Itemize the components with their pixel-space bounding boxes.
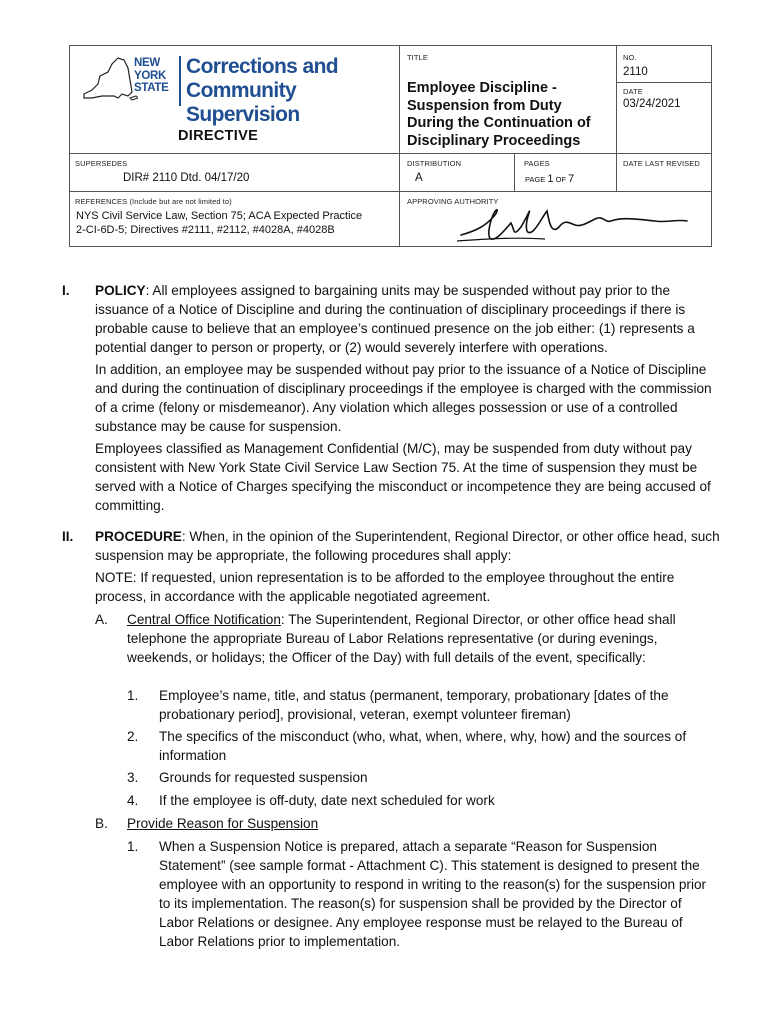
section-numeral-procedure: II.: [62, 529, 74, 544]
references-label: REFERENCES (Include but are not limited to): [75, 197, 232, 206]
divider-vertical-no: [616, 46, 617, 191]
approving-authority-label: APPROVING AUTHORITY: [407, 197, 499, 206]
page-count: PAGE 1 OF 7: [525, 173, 575, 185]
title-label: TITLE: [407, 53, 428, 62]
section-numeral-policy: I.: [62, 283, 70, 298]
a-item-3-number: 3.: [127, 770, 139, 785]
distribution-label: DISTRIBUTION: [407, 159, 462, 168]
a-item-4-number: 4.: [127, 793, 139, 808]
procedure-heading: PROCEDURE: [95, 529, 182, 544]
a-item-2: The specifics of the misconduct (who, what, when, where, why, how) and the sources of information: [159, 729, 687, 763]
date-last-revised-label: DATE LAST REVISED: [623, 159, 700, 168]
policy-section: [95, 281, 720, 515]
divider-horizontal-1: [70, 153, 711, 154]
directive-header-table: [69, 45, 712, 247]
subsection-b-heading: Provide Reason for Suspension: [127, 816, 319, 831]
supersedes-label: SUPERSEDES: [75, 159, 128, 168]
subsection-letter-b: B.: [95, 816, 108, 831]
logo-separator: [179, 56, 181, 106]
divider-vertical-main: [399, 46, 400, 247]
a-item-1-number: 1.: [127, 688, 139, 703]
b-item-1-number: 1.: [127, 839, 139, 854]
b-item-1: When a Suspension Notice is prepared, attach a separate “Reason for Suspension Statement” (see sample format - Attachment C). This statement is designed to present the employee with an opportunity to respond in writing to the reason(s) for the suspension prior to its implementation. The reason(s) for suspension shall be provided by the Director of Labor Relations or designee. Any employee response must be relayed to the Bureau of Labor Relations prior to implementation.: [159, 839, 707, 949]
subsection-letter-a: A.: [95, 612, 108, 627]
logo-state-text: NEW YORK STATE: [134, 57, 169, 94]
subsection-a: [127, 610, 720, 667]
ny-state-outline-icon: [78, 54, 138, 104]
divider-horizontal-2: [70, 191, 711, 192]
subsection-a-heading: Central Office Notification: [127, 612, 281, 627]
procedure-paragraph-1: PROCEDURE: When, in the opinion of the Superintendent, Regional Director, or other office head, such suspension may be appropriate, the following procedures shall apply:: [95, 529, 720, 563]
number-label: NO.: [623, 53, 637, 62]
directive-title: Employee Discipline - Suspension from Duty During the Continuation of Disciplinary Proceedings: [407, 80, 591, 149]
signature-icon: [455, 201, 695, 246]
distribution-value: A: [415, 172, 423, 184]
date-label: DATE: [623, 87, 643, 96]
agency-name: Corrections and Community Supervision: [186, 55, 339, 126]
policy-heading: POLICY: [95, 283, 146, 298]
a-item-3: Grounds for requested suspension: [159, 770, 368, 785]
doc-type: DIRECTIVE: [178, 128, 259, 144]
directive-number: 2110: [623, 66, 648, 78]
policy-paragraph-1: POLICY: All employees assigned to bargaining units may be suspended without pay prior to the issuance of a Notice of Discipline and during the continuation of disciplinary proceedings if there is probable cause to believe that an employee’s continued presence on the job either: (1) represents a potential danger to person or property, or (2) would severely interfere with operations.: [95, 283, 695, 355]
directive-date: 03/24/2021: [623, 98, 681, 110]
references-value: NYS Civil Service Law, Section 75; ACA Expected Practice 2-CI-6D-5; Directives #2111, #2112, #4028A, #4028B: [76, 210, 363, 236]
a-item-1: Employee’s name, title, and status (permanent, temporary, probationary [dates of the probationary period], provisional, veteran, exempt volunteer fireman): [159, 688, 669, 722]
policy-paragraph-2: In addition, an employee may be suspended without pay prior to the issuance of a Notice of Discipline and during the continuation of disciplinary proceedings if the employee is charged with the commission of a crime (felony or misdemeanor). Any violation which alleges possession or use of a controlled substance may be cause for suspension.: [95, 362, 712, 434]
divider-vertical-pages: [514, 153, 515, 191]
pages-label: PAGES: [524, 159, 550, 168]
agency-logo: [76, 50, 398, 126]
a-item-2-number: 2.: [127, 729, 139, 744]
subsection-a-text: Central Office Notification: The Superintendent, Regional Director, or other office head shall telephone the appropriate Bureau of Labor Relations representative (or during evenings, weekends, or holidays; the Officer of the Day) with full details of the event, specifically:: [127, 612, 676, 665]
a-item-4: If the employee is off-duty, date next scheduled for work: [159, 793, 495, 808]
divider-no-date: [616, 82, 711, 83]
procedure-section: [95, 527, 720, 606]
supersedes-value: DIR# 2110 Dtd. 04/17/20: [123, 172, 250, 184]
policy-paragraph-3: Employees classified as Management Confidential (M/C), may be suspended from duty without pay consistent with New York State Civil Service Law Section 75. At the time of suspension they must be served with a Notice of Charges specifying the misconduct or incompetence they are being accused of committing.: [95, 441, 711, 513]
procedure-note: NOTE: If requested, union representation is to be afforded to the employee throughout the entire process, in accordance with the applicable negotiated agreement.: [95, 570, 675, 604]
